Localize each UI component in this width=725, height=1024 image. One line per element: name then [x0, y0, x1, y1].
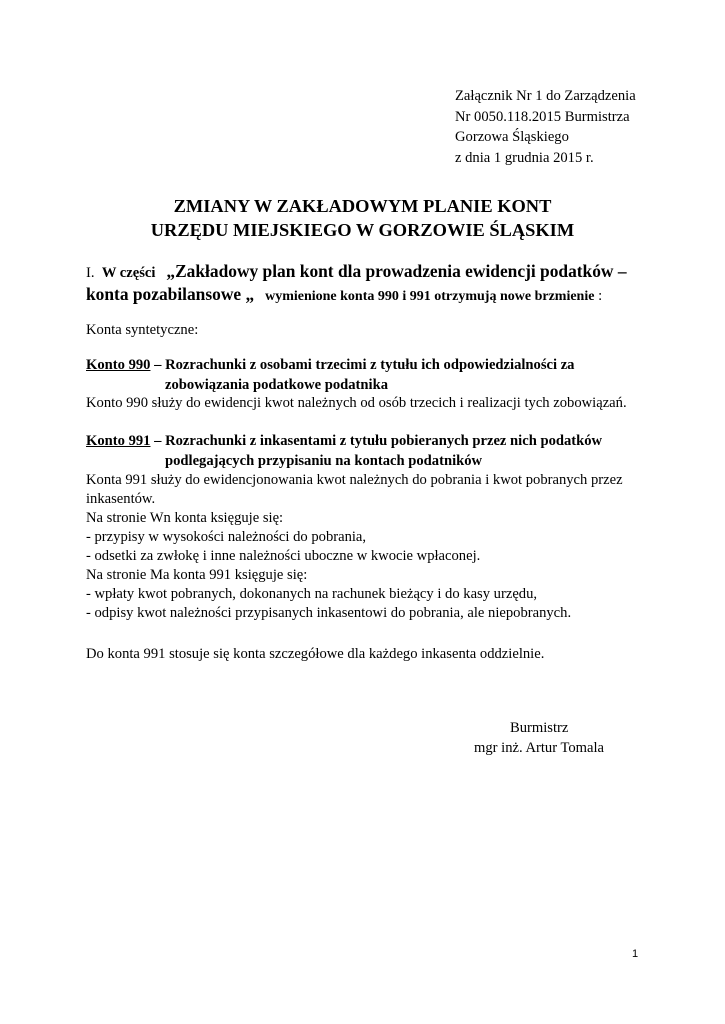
list-item: - odsetki za zwłokę i inne należności uboczne w kwocie wpłaconej. [86, 548, 481, 564]
account-990-code: Konto 990 [86, 357, 151, 373]
document-title-line-2: URZĘDU MIEJSKIEGO W GORZOWIE ŚLĄSKIM [150, 220, 575, 240]
account-991-description-line-1: Konta 991 służy do ewidencjonowania kwot należnych do pobrania i kwot pobranych przez [86, 472, 623, 488]
account-990-title-line-1: – Rozrachunki z osobami trzecimi z tytułu ich odpowiedzialności za [154, 357, 575, 373]
signature-role: Burmistrz [510, 720, 569, 736]
page-number: 1 [632, 948, 639, 960]
account-990-heading [86, 355, 574, 375]
account-990-title-line-2: zobowiązania podatkowe podatnika [165, 377, 389, 393]
synthetic-accounts-label: Konta syntetyczne: [86, 322, 199, 338]
part-quote-line-1: „Zakładowy plan kont dla prowadzenia ewidencji podatków – [166, 261, 627, 281]
intro-line-1 [86, 261, 627, 282]
list-item: - przypisy w wysokości należności do pobrania, [86, 529, 367, 545]
intro-line-2 [86, 284, 602, 305]
account-991-description-line-2: inkasentów. [86, 491, 156, 507]
list-item: - odpisy kwot należności przypisanych inkasentowi do pobrania, ale niepobranych. [86, 605, 572, 621]
intro-colon: : [598, 288, 603, 304]
signature-name: mgr inż. Artur Tomala [474, 740, 605, 756]
part-label: W części [101, 265, 156, 281]
list-item: - wpłaty kwot pobranych, dokonanych na rachunek bieżący i do kasy urzędu, [86, 586, 538, 602]
annex-header [455, 86, 636, 168]
annex-line-2: Nr 0050.118.2015 Burmistrza [455, 108, 630, 125]
annex-line-4: z dnia 1 grudnia 2015 r. [455, 149, 594, 166]
part-quote-line-2: konta pozabilansowe „ [86, 284, 255, 304]
account-991-heading [86, 431, 602, 451]
account-991-wn-label: Na stronie Wn konta księguje się: [86, 510, 284, 526]
account-991-title-line-1: – Rozrachunki z inkasentami z tytułu pobieranych przez nich podatków [154, 433, 603, 449]
section-number: I. [86, 265, 95, 281]
account-990-description: Konto 990 służy do ewidencji kwot należnych od osób trzecich i realizacji tych zobowiązań. [86, 395, 627, 411]
annex-line-3: Gorzowa Śląskiego [455, 129, 569, 145]
annex-line-1: Załącznik Nr 1 do Zarządzenia [455, 88, 636, 104]
document-title-line-1: ZMIANY W ZAKŁADOWYM PLANIE KONT [173, 196, 552, 216]
account-991-code: Konto 991 [86, 433, 151, 449]
account-991-title-line-2: podlegających przypisaniu na kontach podatników [165, 453, 483, 469]
intro-rest: wymienione konta 990 i 991 otrzymują nowe brzmienie [265, 289, 595, 304]
account-991-ma-label: Na stronie Ma konta 991 księguje się: [86, 567, 308, 583]
account-991-detail-note: Do konta 991 stosuje się konta szczegółowe dla każdego inkasenta oddzielnie. [86, 646, 545, 662]
